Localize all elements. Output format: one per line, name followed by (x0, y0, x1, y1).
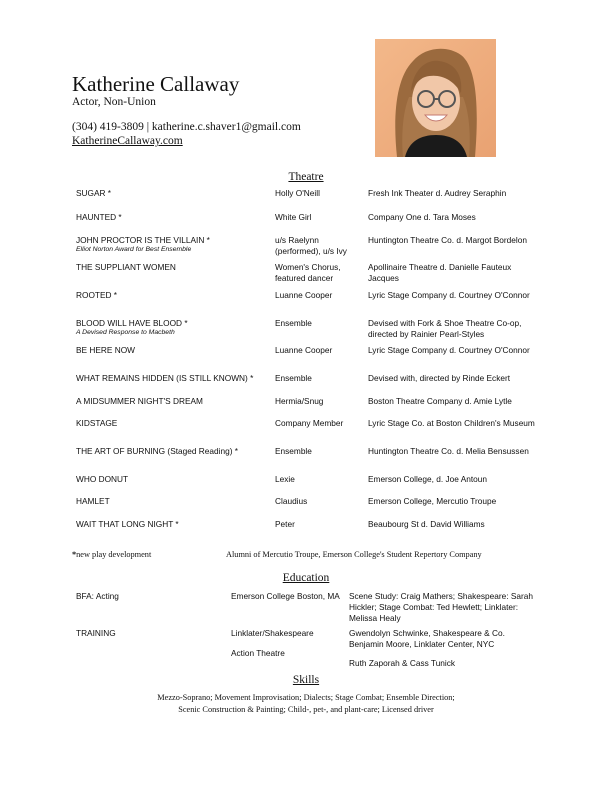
role: Luanne Cooper (275, 345, 333, 355)
skills-line-1: Mezzo-Soprano; Movement Improvisation; Dialects; Stage Combat; Ensemble Direction; (157, 693, 455, 702)
role: Claudius (275, 496, 308, 506)
show-title: THE ART OF BURNING (Staged Reading) * (76, 446, 238, 456)
show-title: BLOOD WILL HAVE BLOOD * (76, 318, 188, 328)
show-title: KIDSTAGE (76, 418, 118, 428)
company-director: Beaubourg St d. David Williams (368, 519, 485, 529)
award-note: Elliot Norton Award for Best Ensemble (76, 245, 192, 253)
role: Lexie (275, 474, 295, 484)
theatre-section-title: Theatre (288, 171, 324, 183)
skills-list (0, 692, 612, 715)
show-note: A Devised Response to Macbeth (76, 328, 175, 336)
company-director: Emerson College, Mercutio Troupe (368, 496, 497, 506)
alumni-note: Alumni of Mercutio Troupe, Emerson College's Student Repertory Company (226, 550, 482, 559)
company-director: Company One d. Tara Moses (368, 212, 476, 222)
role: u/s Raelynn (performed), u/s Ivy (275, 235, 347, 256)
show-title: BE HERE NOW (76, 345, 136, 355)
company-director: Lyric Stage Company d. Courtney O'Connor (368, 290, 530, 300)
role: Peter (275, 519, 295, 529)
show-title: ROOTED * (76, 290, 118, 300)
training-label: TRAINING (76, 628, 116, 638)
role: Holly O'Neill (275, 188, 320, 198)
instructors: Ruth Zaporah & Cass Tunick (349, 658, 456, 668)
company-director: Emerson College, d. Joe Antoun (368, 474, 487, 484)
training-type: Action Theatre (231, 648, 285, 658)
show-title: WHO DONUT (76, 474, 129, 484)
website-link[interactable]: KatherineCallaway.com (72, 135, 183, 147)
show-title: WHAT REMAINS HIDDEN (IS STILL KNOWN) * (76, 373, 254, 383)
company-director: Boston Theatre Company d. Amie Lytle (368, 396, 512, 406)
instructors: Scene Study: Craig Mathers; Shakespeare: Sarah Hickler; Stage Combat: Ted Hewlett; Linklater: Melissa Healy (349, 591, 534, 623)
company-director: Lyric Stage Company d. Courtney O'Connor (368, 345, 530, 355)
role: Ensemble (275, 373, 312, 383)
company-director: Huntington Theatre Co. d. Margot Bordelon (368, 235, 527, 245)
role: Women's Chorus, featured dancer (275, 262, 341, 283)
education-section-title: Education (282, 572, 330, 584)
contact-line: (304) 419-3809 | katherine.c.shaver1@gmail.com (72, 121, 301, 133)
school: Emerson College Boston, MA (231, 591, 340, 601)
instructors: Gwendolyn Schwinke, Shakespeare & Co. Benjamin Moore, Linklater Center, NYC (349, 628, 505, 649)
training-type: Linklater/Shakespeare (231, 628, 314, 638)
role: Company Member (275, 418, 344, 428)
role: White Girl (275, 212, 312, 222)
show-title: HAUNTED * (76, 212, 122, 222)
company-director: Devised with Fork & Shoe Theatre Co-op, directed by Rainier Pearl-Styles (368, 318, 522, 339)
company-director: Devised with, directed by Rinde Eckert (368, 373, 511, 383)
show-title: A MIDSUMMER NIGHT'S DREAM (76, 396, 203, 406)
role: Hermia/Snug (275, 396, 324, 406)
show-title: HAMLET (76, 496, 110, 506)
footnote-text: new play development (76, 550, 152, 559)
show-title: JOHN PROCTOR IS THE VILLAIN * (76, 235, 210, 245)
company-director: Huntington Theatre Co. d. Melia Bensussen (368, 446, 529, 456)
company-director: Fresh Ink Theater d. Audrey Seraphin (368, 188, 507, 198)
actor-subtitle: Actor, Non-Union (72, 96, 156, 108)
footnote (72, 550, 151, 559)
skills-section-title: Skills (292, 674, 320, 686)
role: Ensemble (275, 318, 312, 328)
skills-line-2: Scenic Construction & Painting; Child-, pet-, and plant-care; Licensed driver (178, 704, 434, 714)
show-title: WAIT THAT LONG NIGHT * (76, 519, 179, 529)
show-title: SUGAR * (76, 188, 112, 198)
role: Luanne Cooper (275, 290, 333, 300)
degree: BFA: Acting (76, 591, 119, 601)
footnote-star: * (72, 550, 77, 559)
company-director: Lyric Stage Co. at Boston Children's Museum (368, 418, 535, 428)
headshot-photo (375, 39, 496, 157)
actor-name: Katherine Callaway (72, 72, 240, 96)
company-director: Apollinaire Theatre d. Danielle Fauteux Jacques (368, 262, 512, 283)
role: Ensemble (275, 446, 312, 456)
show-title: THE SUPPLIANT WOMEN (76, 262, 176, 272)
headshot-image (375, 39, 496, 157)
